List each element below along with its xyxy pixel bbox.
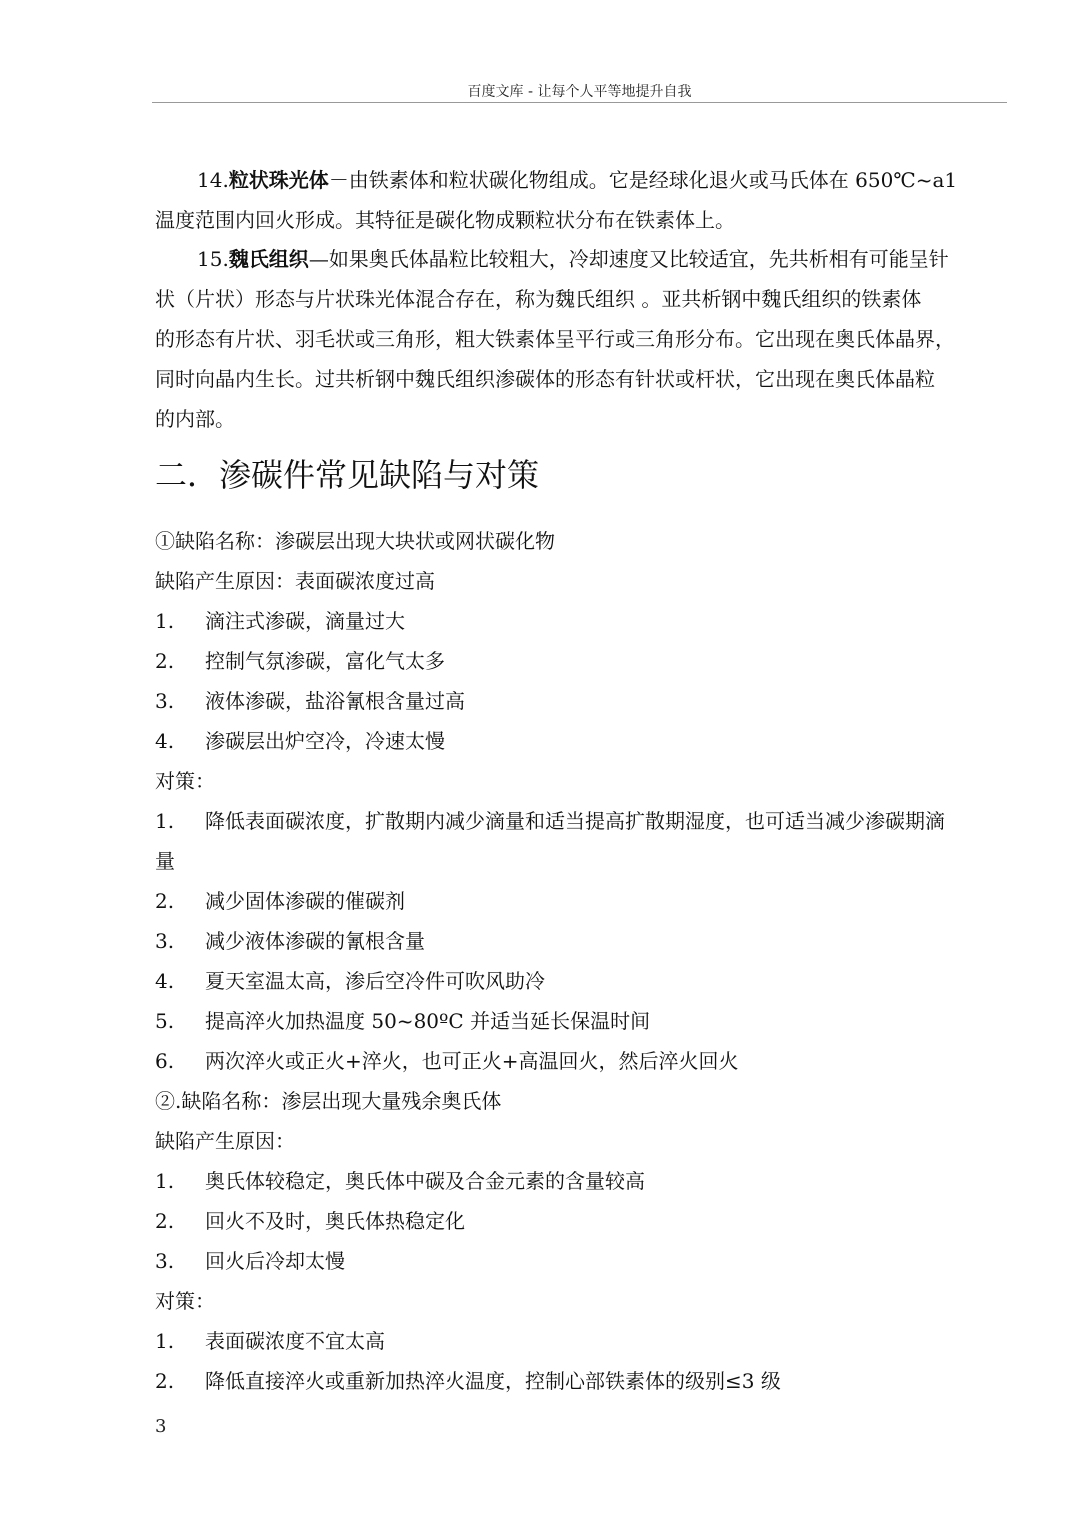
list-number: 4.	[155, 729, 175, 753]
list-text: 回火不及时，奥氏体热稳定化	[205, 1209, 465, 1233]
para15-text: —如果奥氏体晶粒比较粗大，冷却速度又比较适宜，先共析相有可能呈针	[308, 247, 949, 271]
para15-line3: 的形态有片状、羽毛状或三角形，粗大铁素体呈平行或三角形分布。它出现在奥氏体晶界，	[155, 327, 955, 351]
list-item	[155, 1209, 465, 1233]
list-text: 量	[155, 849, 175, 873]
list-item	[155, 969, 545, 993]
list-number: 5.	[155, 1009, 175, 1033]
para14-term: 粒状珠光体	[228, 168, 329, 192]
list-text: 液体渗碳，盐浴氰根含量过高	[205, 689, 465, 713]
list-item	[155, 1329, 385, 1353]
defect1-measure-label: 对策：	[155, 769, 215, 793]
list-number: 2.	[155, 649, 175, 673]
para15-line4: 同时向晶内生长。过共析钢中魏氏组织渗碳体的形态有针状或杆状，它出现在奥氏体晶粒	[155, 367, 935, 391]
page-number: 3	[155, 1416, 167, 1437]
list-item	[155, 1249, 345, 1273]
list-item	[155, 889, 405, 913]
defect2-cause-label: 缺陷产生原因：	[155, 1129, 295, 1153]
list-number: 3.	[155, 929, 175, 953]
defect1-title: ①缺陷名称：渗碳层出现大块状或网状碳化物	[155, 529, 555, 553]
defect2-measure-label: 对策：	[155, 1289, 215, 1313]
list-item	[155, 1049, 739, 1073]
page-header: 百度文库 - 让每个人平等地提升自我	[467, 84, 692, 100]
list-text: 减少固体渗碳的催碳剂	[205, 889, 405, 913]
list-item	[155, 809, 945, 833]
list-number: 2.	[155, 889, 175, 913]
list-item	[155, 609, 405, 633]
para15-line2: 状（片状）形态与片状珠光体混合存在，称为魏氏组织 。亚共析钢中魏氏组织的铁素体	[155, 287, 922, 311]
list-number: 2.	[155, 1369, 175, 1393]
para15-line1	[197, 247, 949, 271]
list-number: 1.	[155, 609, 175, 633]
list-number: 1.	[155, 809, 175, 833]
list-item	[155, 1369, 781, 1393]
para15-line5: 的内部。	[155, 407, 235, 431]
list-number: 1.	[155, 1329, 175, 1353]
list-item	[155, 729, 445, 753]
para15-num: 15.	[197, 247, 229, 271]
defect1-cause-label: 缺陷产生原因：表面碳浓度过高	[155, 569, 435, 593]
para14-num: 14.	[197, 168, 229, 192]
list-item	[155, 1169, 645, 1193]
section-heading: 二．渗碳件常见缺陷与对策	[155, 456, 540, 494]
list-text: 两次淬火或正火+淬火，也可正火+高温回火，然后淬火回火	[205, 1049, 739, 1073]
list-number: 1.	[155, 1169, 175, 1193]
list-number: 3.	[155, 689, 175, 713]
list-number: 6.	[155, 1049, 175, 1073]
header-divider	[152, 102, 1007, 103]
para14-line1	[197, 168, 957, 192]
para14-text: －由铁素体和粒状碳化物组成。它是经球化退火或马氏体在 650℃~a1	[328, 168, 958, 192]
list-text: 减少液体渗碳的氰根含量	[205, 929, 425, 953]
list-text: 夏天室温太高，渗后空冷件可吹风助冷	[205, 969, 545, 993]
list-text: 渗碳层出炉空冷，冷速太慢	[205, 729, 445, 753]
list-item	[155, 649, 445, 673]
list-item	[155, 929, 425, 953]
list-number: 3.	[155, 1249, 175, 1273]
list-text: 滴注式渗碳，滴量过大	[205, 609, 405, 633]
list-text: 控制气氛渗碳，富化气太多	[205, 649, 445, 673]
list-number: 4.	[155, 969, 175, 993]
list-number: 2.	[155, 1209, 175, 1233]
para15-term: 魏氏组织	[228, 247, 309, 271]
defect2-title: ②.缺陷名称：渗层出现大量残余奥氏体	[155, 1089, 502, 1113]
list-text: 表面碳浓度不宜太高	[205, 1329, 385, 1353]
list-item	[155, 1009, 650, 1033]
list-item	[155, 689, 465, 713]
list-text: 奥氏体较稳定，奥氏体中碳及合金元素的含量较高	[205, 1169, 645, 1193]
list-text: 降低表面碳浓度，扩散期内减少滴量和适当提高扩散期湿度，也可适当减少渗碳期滴	[205, 809, 945, 833]
list-item-continuation	[155, 849, 175, 873]
list-text: 降低直接淬火或重新加热淬火温度，控制心部铁素体的级别≤3 级	[205, 1369, 781, 1393]
list-text: 回火后冷却太慢	[205, 1249, 345, 1273]
list-text: 提高淬火加热温度 50~80ºC 并适当延长保温时间	[205, 1009, 651, 1033]
para14-line2: 温度范围内回火形成。其特征是碳化物成颗粒状分布在铁素体上。	[155, 208, 735, 232]
